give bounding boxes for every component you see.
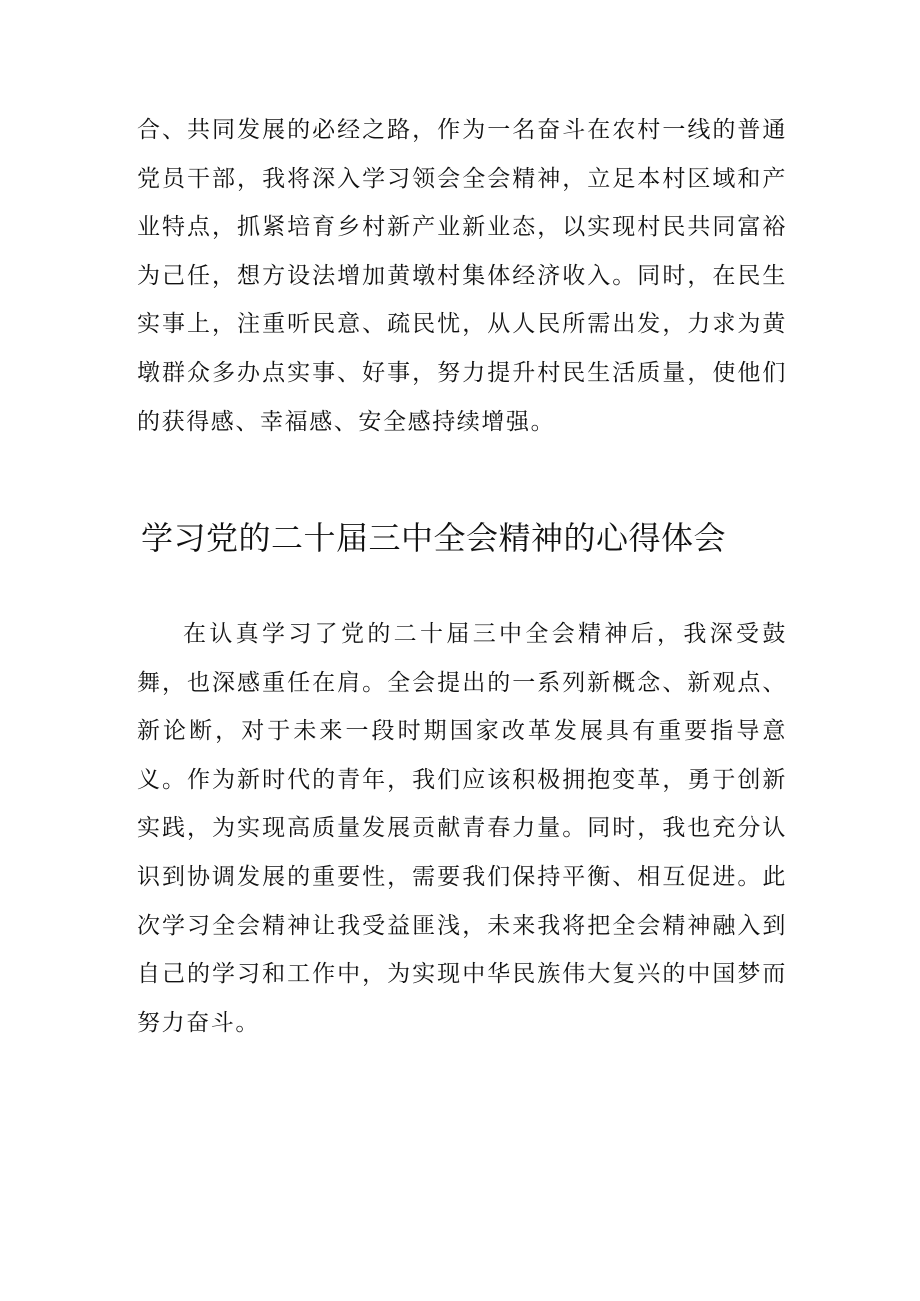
section-title: 学习党的二十届三中全会精神的心得体会 — [141, 519, 727, 557]
body-paragraph-continued: 合、共同发展的必经之路，作为一名奋斗在农村一线的普通党员干部，我将深入学习领会全会精神，立足本村区域和产业特点，抓紧培育乡村新产业新业态，以实现村民共同富裕为己任，想方设法增加黄墩村集体经济收入。同时，在民生实事上，注重听民意、疏民忧，从人民所需出发，力求为黄墩群众多办点实事、好事，努力提升村民生活质量，使他们的获得感、幸福感、安全感持续增强。 — [137, 117, 787, 435]
body-paragraph: 在认真学习了党的二十届三中全会精神后，我深受鼓舞，也深感重任在肩。全会提出的一系列新概念、新观点、新论断，对于未来一段时期国家改革发展具有重要指导意义。作为新时代的青年，我们应该积极拥抱变革，勇于创新实践，为实现高质量发展贡献青春力量。同时，我也充分认识到协调发展的重要性，需要我们保持平衡、相互促进。此次学习全会精神让我受益匪浅，未来我将把全会精神融入到自己的学习和工作中，为实现中华民族伟大复兴的中国梦而努力奋斗。 — [137, 621, 787, 1036]
